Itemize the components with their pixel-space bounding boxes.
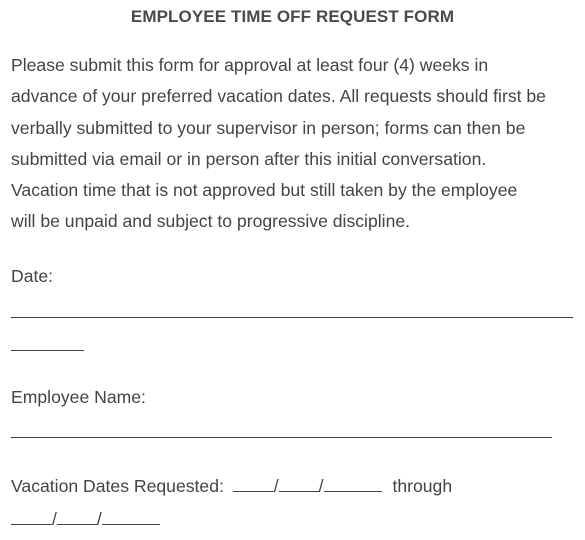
date-separator: / — [318, 476, 324, 496]
vacation-dates-label: Vacation Dates Requested: — [11, 476, 224, 496]
employee-name-label: Employee Name: — [11, 387, 146, 407]
date-field-line-continued[interactable] — [11, 350, 84, 351]
date-separator: / — [52, 509, 57, 529]
instruction-line: Vacation time that is not approved but still taken by the employee — [11, 180, 518, 201]
form-title: EMPLOYEE TIME OFF REQUEST FORM — [130, 7, 455, 26]
start-day-blank[interactable] — [279, 475, 319, 492]
instruction-line: submitted via email or in person after this initial conversation. — [11, 148, 487, 169]
vacation-end-date-row — [11, 508, 160, 530]
instruction-line: will be unpaid and subject to progressive discipline. — [11, 211, 411, 232]
end-day-blank[interactable] — [57, 508, 97, 525]
through-label: through — [392, 476, 453, 496]
date-separator: / — [273, 476, 279, 496]
start-month-blank[interactable] — [233, 475, 274, 492]
instruction-line: verbally submitted to your supervisor in person; forms can then be — [11, 117, 526, 138]
date-label: Date: — [11, 266, 54, 286]
end-month-blank[interactable] — [11, 508, 52, 525]
instruction-line: Please submit this form for approval at least four (4) weeks in — [11, 55, 489, 75]
employee-name-field-line[interactable] — [11, 437, 552, 438]
start-year-blank[interactable] — [324, 475, 382, 492]
instruction-line: advance of your preferred vacation dates. All requests should first be — [11, 86, 546, 107]
vacation-dates-row — [11, 475, 452, 497]
end-year-blank[interactable] — [102, 508, 160, 525]
date-separator: / — [96, 509, 102, 529]
date-field-line[interactable] — [11, 317, 573, 318]
form-instructions — [11, 50, 583, 238]
